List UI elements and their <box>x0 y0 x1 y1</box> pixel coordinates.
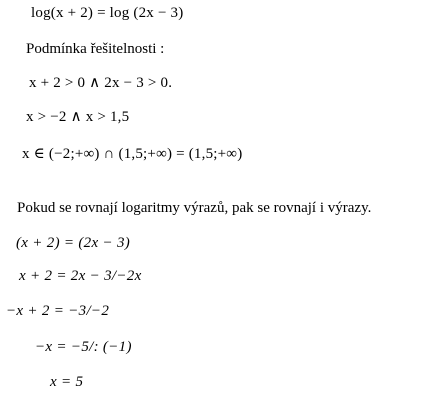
equation-step-1: x + 2 = 2x − 3/−2x <box>19 268 142 284</box>
explanation-text: Pokud se rovnají logaritmy výrazů, pak se rovnají i výrazy. <box>17 200 372 216</box>
condition-heading: Podmínka řešitelnosti : <box>26 41 165 57</box>
condition-inequalities: x + 2 > 0 ∧ 2x − 3 > 0. <box>29 75 173 91</box>
condition-simplified: x > −2 ∧ x > 1,5 <box>26 109 130 125</box>
equation-log: log(x + 2) = log (2x − 3) <box>31 5 184 21</box>
equation-arguments: (x + 2) = (2x − 3) <box>16 235 131 251</box>
equation-step-3: −x = −5/: (−1) <box>35 339 132 355</box>
equation-step-2: −x + 2 = −3/−2 <box>6 303 110 319</box>
domain-intersection: x ∈ (−2;+∞) ∩ (1,5;+∞) = (1,5;+∞) <box>22 146 243 162</box>
equation-solution: x = 5 <box>50 374 84 390</box>
